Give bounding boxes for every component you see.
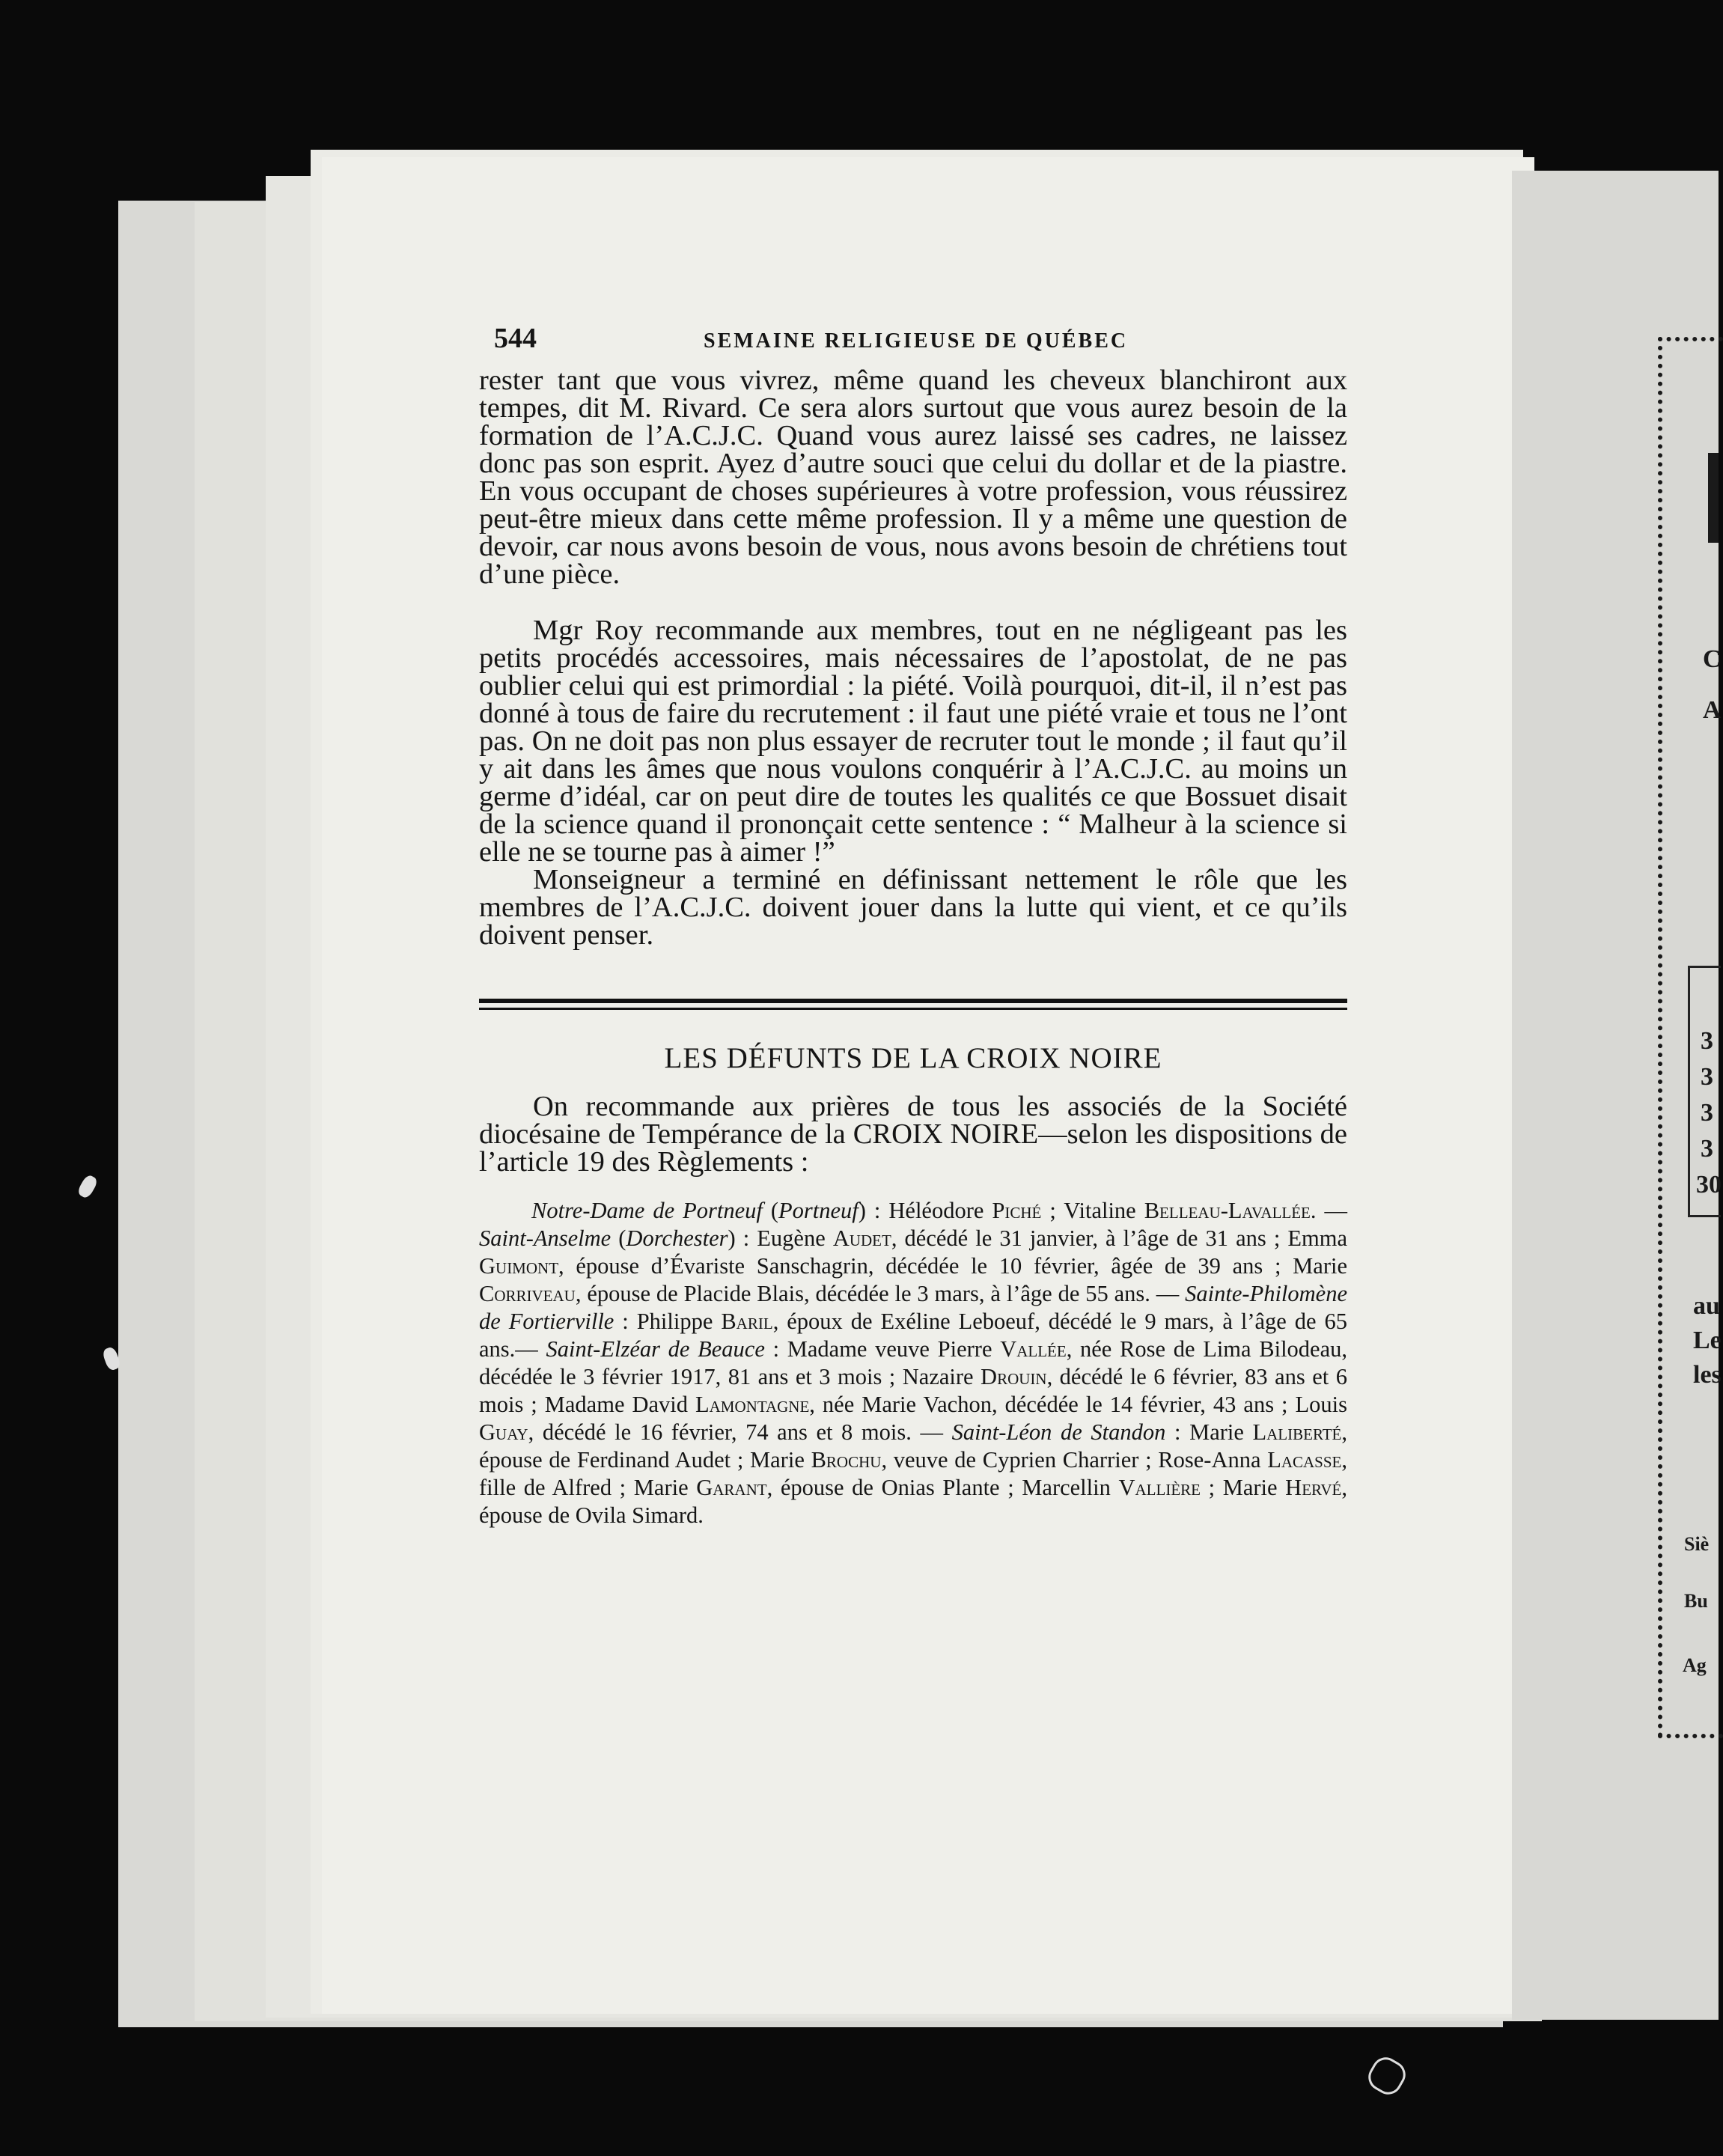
fragment-text: 3	[1701, 1099, 1713, 1127]
surname: Vallière	[1118, 1475, 1201, 1500]
dust-speck	[76, 1174, 100, 1200]
body-paragraph: rester tant que vous vivrez, même quand les cheveux blanchiront aux tempes, dit M. Rivard. Ce sera alors surtout que vous aurez besoin de la formation de l’A.C.J.C. Quand vous aurez laissé ses cadres, ne laissez donc pas son esprit. Ayez d’autre souci que celui du dollar et de la piastre. En vous occupant de choses supérieures à votre profession, vous réussirez peut-être mieux dans cette même profession. Il y a même une question de devoir, car nous avons besoin de vous, nous avons besoin de chrétiens tout d’une pièce.	[479, 365, 1347, 590]
fragment-text: au	[1693, 1292, 1720, 1320]
fragment-text: 3	[1701, 1063, 1713, 1091]
surname: Guimont	[479, 1253, 559, 1279]
parish-name: Saint-Anselme	[479, 1225, 612, 1251]
page-content	[479, 322, 1347, 1529]
section-divider	[479, 999, 1347, 1010]
surname: Baril	[721, 1309, 773, 1334]
county-name: Portneuf	[778, 1198, 859, 1223]
surname: Guay	[479, 1419, 528, 1445]
fragment-text: les	[1693, 1361, 1722, 1389]
fragment-text: 3	[1701, 1027, 1713, 1055]
heading-fragment	[1708, 453, 1719, 543]
surname: Brochu	[811, 1447, 882, 1473]
running-title: SEMAINE RELIGIEUSE DE QUÉBEC	[704, 329, 1129, 353]
surname: Vallée	[1000, 1336, 1067, 1362]
fragment-text: Ag	[1683, 1654, 1707, 1676]
parish-name: Saint-Léon de Standon	[951, 1419, 1166, 1445]
surname: Hervé	[1285, 1475, 1342, 1500]
parish-name: Sainte-Philomène de Fortierville	[479, 1281, 1347, 1334]
fragment-text: Bu	[1684, 1590, 1708, 1612]
section-title: LES DÉFUNTS DE LA CROIX NOIRE	[664, 1042, 1162, 1074]
surname: Garant	[696, 1475, 767, 1500]
page-header	[479, 322, 1347, 367]
surname: Corriveau	[479, 1281, 576, 1306]
fragment-text: 30	[1696, 1171, 1722, 1199]
fragment-text: Le	[1693, 1327, 1722, 1354]
fragment-text: C	[1703, 645, 1722, 673]
dust-speck	[1364, 2053, 1411, 2100]
surname: Lamontagne	[695, 1392, 810, 1417]
obituary-list: Notre-Dame de Portneuf (Portneuf) : Héléodore Piché ; Vitaline Belleau-Lavallée. — Saint-Anselme (Dorchester) : Eugène Audet, décédé le 31 janvier, à l’âge de 31 ans ; Emma Guimont, épouse d’Évariste Sanschagrin, décédée le 10 février, âgée de 39 ans ; Marie Corriveau, épouse de Placide Blais, décédée le 3 mars, à l’âge de 55 ans. — Sainte-Philomène de Fortierville : Philippe Baril, époux de Exéline Leboeuf, décédé le 9 mars, à l’âge de 65 ans.— Saint-Elzéar de Beauce : Madame veuve Pierre Vallée, née Rose de Lima Bilodeau, décédée le 3 février 1917, 81 ans et 3 mois ; Nazaire Drouin, décédé le 6 février, 83 ans et 6 mois ; Madame David Lamontagne, née Marie Vachon, décédée le 14 février, 43 ans ; Louis Guay, décédé le 16 février, 74 ans et 8 mois. — Saint-Léon de Standon : Marie Laliberté, épouse de Ferdinand Audet ; Marie Brochu, veuve de Cyprien Charrier ; Rose-Anna Lacasse, fille de Alfred ; Marie Garant, épouse de Onias Plante ; Marcellin Vallière ; Marie Hervé, épouse de Ovila Simard.	[479, 1198, 1348, 1528]
surname: Drouin	[981, 1364, 1047, 1389]
surname: Laliberté	[1252, 1419, 1342, 1445]
fragment-text: 3	[1701, 1135, 1713, 1163]
fragment-text: Siè	[1684, 1533, 1710, 1555]
parish-name: Notre-Dame de Portneuf	[531, 1198, 763, 1223]
surname: Audet	[832, 1225, 891, 1251]
fragment-text: A	[1703, 696, 1722, 724]
page-number: 544	[494, 323, 537, 354]
body-paragraph: Mgr Roy recommande aux membres, tout en ne négligeant pas les petits procédés accessoires, mais nécessaires de l’apostolat, de ne pas oublier celui qui est primordial : la piété. Voilà pourquoi, dit-il, il n’est pas donné à tous de faire du recrutement : il faut une piété vraie et tous ne l’ont pas. On ne doit pas non plus essayer de recruter tout le monde ; il faut qu’il y ait dans les âmes que nous voulons conquérir à l’A.C.J.C. au moins un germe d’idéal, car on peut dire de toutes les qualités ce que Bossuet disait de la science quand il prononçait cette sentence : “ Malheur à la science si elle ne se tourne pas à aimer !”	[479, 615, 1347, 868]
parish-name: Saint-Elzéar de Beauce	[546, 1336, 765, 1362]
surname: Piché	[992, 1198, 1042, 1223]
county-name: Dorchester	[626, 1225, 728, 1251]
surname: Belleau-Lavallée	[1144, 1198, 1311, 1223]
section-intro: On recommande aux prières de tous les associés de la Société diocésaine de Tempérance de la CROIX NOIRE—selon les dispositions de l’article 19 des Règlements :	[479, 1091, 1347, 1178]
body-paragraph: Monseigneur a terminé en définissant nettement le rôle que les membres de l’A.C.J.C. doivent jouer dans la lutte qui vient, et ce qu’ils doivent penser.	[479, 864, 1347, 951]
surname: Lacasse	[1267, 1447, 1342, 1473]
